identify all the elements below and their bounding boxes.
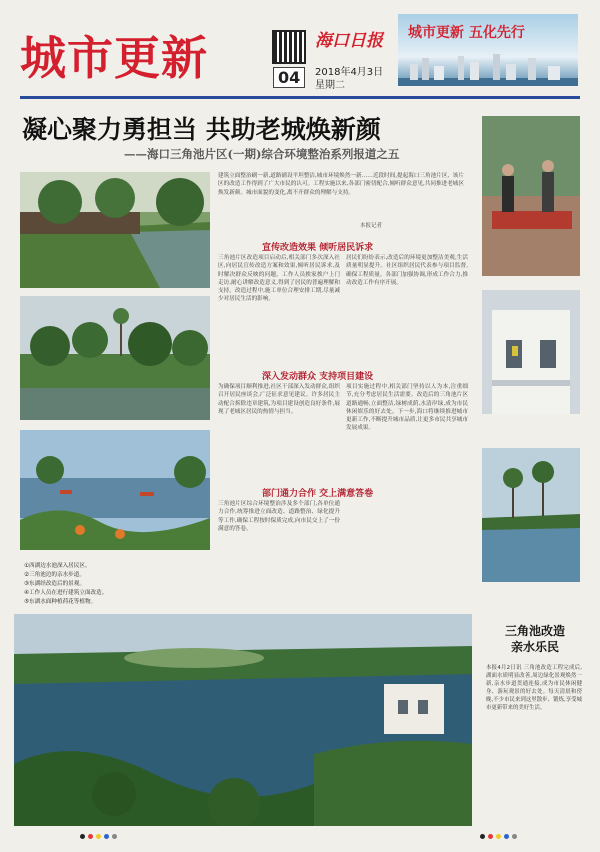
issue-date-text: 2018年4月3日 xyxy=(315,67,384,78)
newspaper-name: 海口日报 xyxy=(315,31,383,51)
qr-code-icon xyxy=(272,30,306,64)
masthead-rule xyxy=(20,96,580,99)
caption-2: ②三角池边的亲水步道。 xyxy=(24,572,85,578)
column-5-text: 项目实施过程中,相关部门坚持以人为本,注重细节,充分考虑居民生活需要。改造后的三角池片区道路通畅,立面整洁,绿树成荫,水清岸绿,成为市民休闲娱乐的好去处。下一步,海口将继续推进城市更新工作,不断提升城市品质,让更多市民共享城市发展成果。 xyxy=(346,384,468,432)
column-2-text: 居民们纷纷表示,改造后的环境更加整洁美观,生活质量明显提升。社区组织居民代表参与项目监督,确保工程质量。各部门加强协调,形成工作合力,推动改造工作有序开展。 xyxy=(346,255,468,286)
sidebar-body-text: 本报4月2日讯 三角池改造工程完成后,湖面水质明显改善,周边绿化景观焕然一新,亲水步道贯通连接,成为市民休闲健身、游玩观景的好去处。每天清晨和傍晚,不少市民来到这里散步、锻炼,享受城市更新带来的美好生活。 xyxy=(486,665,582,711)
section-heading-1-text: 宣传改造效果 倾听居民诉求 xyxy=(262,243,374,253)
article-lead: 建筑立面整治刷一新,道路铺设平坦整洁,城市环境焕然一新……近段时间,提起海口三角池片区, 该片区的改造工作得到了广大市民的认可。工程实施以来,各部门密切配合,倾听群众意见,共同推进老城区焕发新颜。城市面貌的变化,离不开群众的理解与支持。 xyxy=(218,173,464,196)
sidebar-title-line2: 亲水乐民 xyxy=(510,640,559,654)
caption-4: ④工作人员在进行建筑立面改造。 xyxy=(24,590,108,596)
city-skyline-image xyxy=(398,52,578,86)
section-heading-3-text: 部门通力合作 交上满意答卷 xyxy=(262,489,374,499)
photo-building-facade xyxy=(482,290,580,414)
page-number: 04 xyxy=(273,67,305,88)
photo-garden-walkway xyxy=(20,172,210,288)
issue-date xyxy=(315,66,383,92)
article-subhead: ——海口三角池片区(一期)综合环境整治系列报道之五 xyxy=(124,147,400,161)
photo-sanjiaochi-lake-panorama xyxy=(14,614,472,826)
photo-workers-renovation xyxy=(482,116,580,276)
article-headline: 凝心聚力勇担当 共助老城焕新颜 xyxy=(22,115,381,144)
sidebar-title xyxy=(490,623,580,655)
section-masthead-title: 城市更新 xyxy=(20,31,208,85)
print-color-dots-right xyxy=(480,834,517,839)
print-color-dots-left xyxy=(80,834,117,839)
caption-5: ⑤东湖水面种植荷花等植物。 xyxy=(24,599,97,605)
photo-captions xyxy=(24,562,107,607)
column-1-text: 三角池片区改造项目启动后,相关部门多次深入社区,向居民宣传改造方案和效果,倾听居民诉求,及时解决群众反映的问题。工作人员挨家挨户上门走访,耐心讲解改造意义,得到了居民的普遍理解和支持。改造过程中,施工单位合理安排工期,尽量减少对居民生活的影响。 xyxy=(218,255,340,303)
article-lead-text: 建筑立面整治刷一新,道路铺设平坦整洁,城市环境焕然一新……近段时间,提起海口三角池片区, xyxy=(218,173,450,179)
column-3-text: 为确保项目顺利推进,社区干部深入发动群众,组织召开居民座谈会,广泛征求意见建议。许多居民主动配合拆除违章建筑,为项目建设创造良好条件,展现了老城区居民的热情与担当。 xyxy=(218,384,340,415)
section-heading-2-text: 深入发动群众 支持项目建设 xyxy=(262,372,374,382)
banner-slogan: 城市更新 五化先行 xyxy=(408,25,525,41)
caption-3: ③东湖经改造后的景观。 xyxy=(24,581,85,587)
sidebar-title-line1: 三角池改造 xyxy=(504,624,565,638)
issue-weekday: 星期二 xyxy=(315,80,345,91)
header-banner xyxy=(398,14,578,86)
reporter-byline: 本报记者 xyxy=(360,223,383,229)
photo-lakeside-park xyxy=(20,296,210,420)
photo-lake-boats xyxy=(20,430,210,550)
column-4-text: 三角池片区综合环境整治涉及多个部门,各单位通力合作,统筹推进立面改造、道路整治、绿化提升等工作,确保工程按时保质完成,向市民交上了一份满意的答卷。 xyxy=(218,501,340,532)
caption-1: ①西湖边水池深入居民区。 xyxy=(24,563,91,569)
section-heading-2 xyxy=(262,369,373,382)
photo-palm-lake xyxy=(482,448,580,582)
section-heading-1 xyxy=(262,240,373,253)
